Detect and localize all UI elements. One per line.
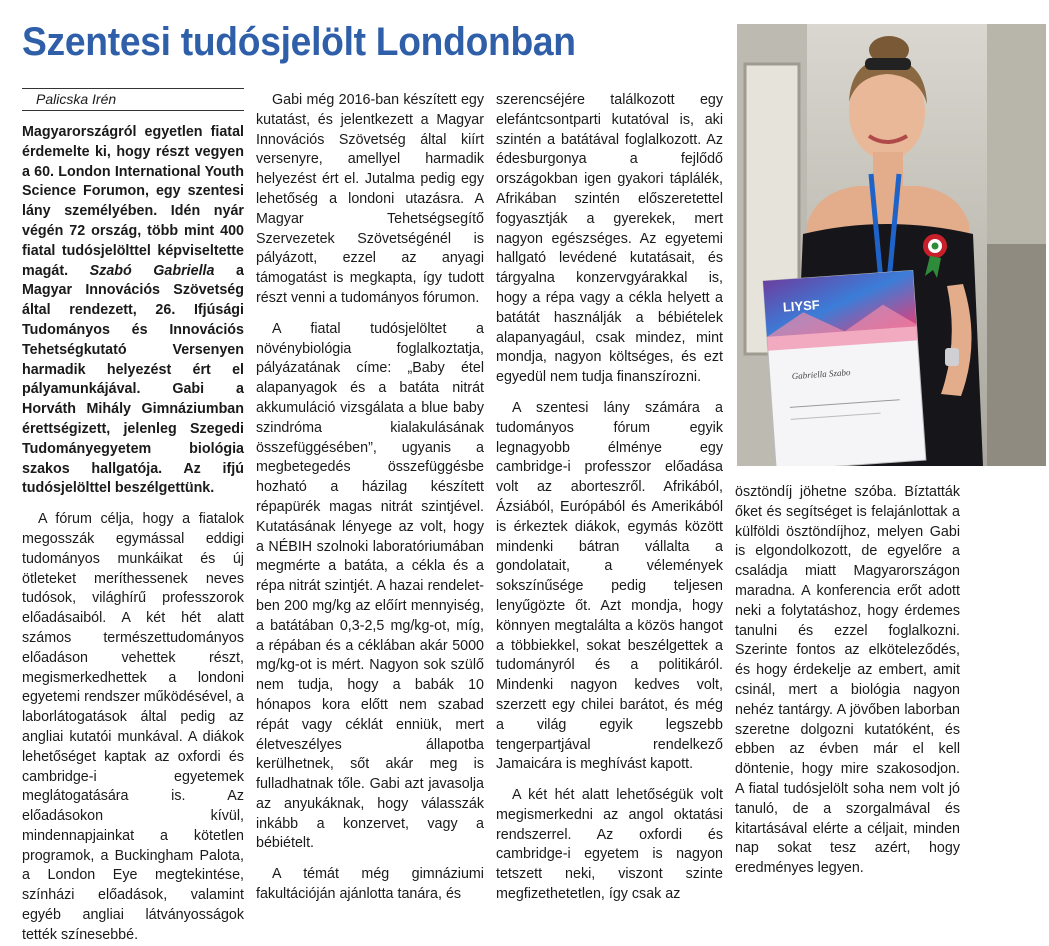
column-3 bbox=[496, 91, 723, 905]
paragraph: szerencséjére találkozott egy elefántcsontparti kutatóval is, aki szintén a batátával foglalkozott. Az édesburgonya a fejlődő országokban igen gyakori táplálék, Afrikában szintén előszeretettel fogyasztják a gyerekek, mert nagyon egészséges. Az egyetemi hallgató levédené kutatásait, és tárgyalna konzervgyárakkal is, hogy a répa vagy a cékla helyett a batátát használják a bébiételek alapanyagául, csak mindez, mint mondja, nagyon költséges, és ezt egyedül nem tudja finanszírozni. bbox=[496, 92, 723, 386]
paragraph: Gabi még 2016-ban készített egy kutatást, és jelentkezett a Magyar Innovációs Szövetség által kiírt versenyre, amellyel harmadik helyezést ért el. Jutalma pedig egy lehetőség a londoni utazásra. A Magyar Tehetségsegítő Szervezetek Szövetségénél is pályázott, ezzel az anyagi támogatást is megkapta, így tudott részt venni a tudományos fórumon. bbox=[256, 92, 484, 306]
lead-text-end: a Magyar Innovációs Szövetség által rendezett, 26. Ifjúsági Tudományos és Innovációs Tehetségkutató Versenyen harmadik helyezést ért el pályamunkájával. Gabi a Horváth Mihály Gimnáziumban érettségizett, jelenleg Szegedi Tudományegyetem biológia szakos hallgatója. Az ifjú tudósjelölttel beszélgettünk. bbox=[22, 262, 244, 497]
sunglasses-icon bbox=[865, 58, 911, 70]
certificate bbox=[763, 270, 926, 466]
lead-paragraph bbox=[22, 123, 244, 499]
column-1 bbox=[22, 123, 244, 946]
portrait-photo bbox=[737, 24, 1046, 466]
wall-lower bbox=[987, 244, 1046, 466]
author-byline: Palicska Irén bbox=[22, 88, 244, 111]
certificate-logo-text: LIYSF bbox=[782, 297, 821, 315]
certificate-name: Gabriella Szabo bbox=[791, 367, 851, 382]
paragraph: ösztöndíj jöhetne szóba. Bíztatták őket és segítséget is felajánlottak a külföldi ösztöndíjhoz, melyen Gabi is elgondolkozott, de egyelőre a családja miatt Magyarországon maradna. A konferencia erőt adott neki a folytatáshoz, hogy érdemes tanulni és ezzel foglalkozni. Szerinte fontos az elköteleződés, és hogy érdekelje az embert, amit csinál, mert a biológia nagyon nehéz tantárgy. A jövőben laborban szeretne dolgozni kutatóként, és ebben az évben már el kell döntenie, hogy mire szakosodjon. A fiatal tudósjelölt soha nem volt jó tanuló, de a szorgalmával és kitartásával elérte a céljait, minden nap sokat tesz azért, hogy eredményes legyen. bbox=[735, 484, 960, 877]
rosette-core bbox=[932, 243, 939, 250]
paragraph: A szentesi lány számára a tudományos fórum egyik legnagyobb élménye egy cambridge-i professzor előadása volt az aborteszről. Afrikából, Ázsiából, Európából és Amerikából is érkeztek diákok, egymás között mindenki bátran vállalta a gondolatait, a vélemények sokszínűsége pedig teljesen lenyűgözte őt. Azt mondja, hogy könnyen megtalálta a közös hangot a többiekkel, sokat beszélgettek a tudományról és a politikáról. Mindenki nagyon kedves volt, szerzett egy chilei barátot, és még a világ egyik legszebb tengerpartjával rendelkező Jamaicára is meghívást kapott. bbox=[496, 399, 723, 773]
lead-text-start: Magyarországról egyetlen fiatal érdemelte ki, hogy részt vegyen a 60. London International Youth Science Forumon, egy szentesi lány személyében. Idén nyár végén 72 ország, több mint 400 fiatal tudósjelölttel képviseltette magát. bbox=[22, 124, 244, 279]
watch-icon bbox=[945, 348, 959, 366]
column-4 bbox=[735, 483, 960, 879]
paragraph: A két hét alatt lehetőségük volt megismerkedni az angol oktatási rendszerrel. Az oxfordi és cambridge-i egyetem is nagyon tetszett neki, viszont szinte megfizethetetlen, így csak az bbox=[496, 787, 723, 903]
portrait-illustration bbox=[737, 24, 1046, 466]
paragraph: A témát még gimnáziumi fakultációján ajánlotta tanára, és bbox=[256, 866, 484, 903]
paragraph: A fiatal tudósjelöltet a növénybiológia foglalkoztatja, pályázatának címe: „Baby étel alapanyagok és a batáta nitrát akkumuláció vizsgálata a blue baby szindróma kialakulásának összefüggésében”, ugyanis a megbetegedés összefüggésbe hozható a házilag készített répapürék magas nitrát szintjével. Kutatásának lényege az volt, hogy a NÉBIH szolnoki laboratóriumában megmérte a batáta, a cékla és a répa nitrát szintjét. A hazai rendelet-ben 200 mg/kg az előírt mennyiség, a batátában 0,3-2,5 mg/kg-ot, míg, a répában és a céklában akár 5000 mg/kg-ot is mért. Nagyon sok szülő nem tudja, hogy a babák 10 hónapos kora előtt nem szabad répát vagy céklát enniük, mert életveszélyes állapotba kerülhetnek, sőt akár meg is fulladhatnak tőle. Gabi azt javasolja az anyukáknak, hogy válasszák inkább a konzervet, vagy a bébiételt. bbox=[256, 320, 484, 852]
article-title: Szentesi tudósjelölt Londonban bbox=[22, 20, 576, 64]
lead-person-name: Szabó Gabriella bbox=[89, 262, 215, 279]
column-2 bbox=[256, 91, 484, 905]
paragraph: A fórum célja, hogy a fiatalok megosszák egymással eddigi tudományos munkáikat és új ötleteket meríthessenek neves tudósok, világhírű professzorok előadásaiból. A két hét alatt számos természettudományos előadáson vehettek részt, megismerkedhettek a londoni egyetemi rendszer működésével, a laborlátogatások által pedig az angliai kutatói munkával. A diákok lehetőséget kaptak az oxfordi és cambridge-i egyetemek meglátogatására is. Az előadásokon kívül, mindennapjainkat a kötetlen programok, a Buckingham Palota, a London Eye megtekintése, színházi előadások, valamint egyéb angliai látványosságok tették színesebbé. bbox=[22, 511, 244, 943]
